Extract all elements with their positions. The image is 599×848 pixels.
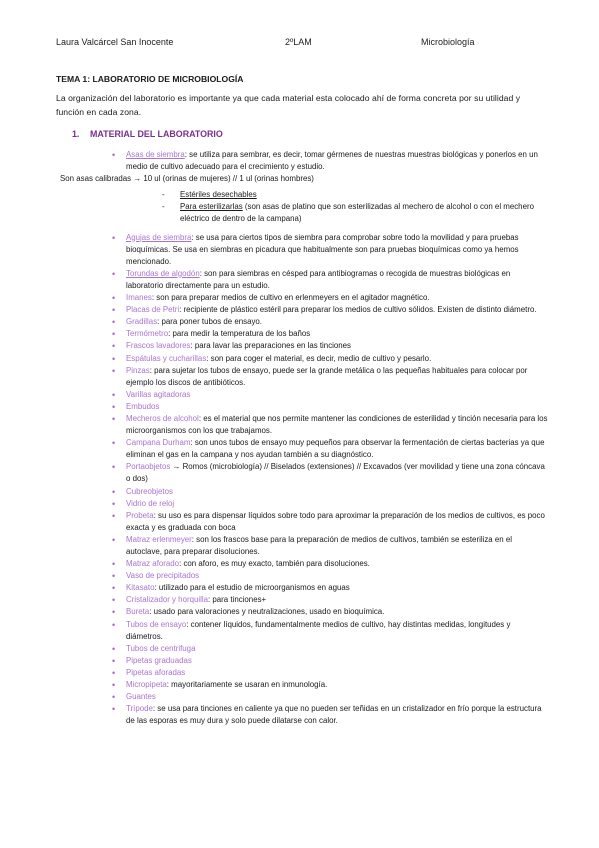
bullet-icon: • (112, 667, 116, 678)
bullet-icon: • (112, 655, 116, 666)
list-item (0, 304, 599, 316)
dash-marker: - (162, 202, 165, 212)
item-term: Pipetas aforadas (126, 667, 186, 677)
bullet-icon: • (112, 607, 116, 618)
item-term: Guantes (126, 692, 156, 702)
item-description: : son unos tubos de ensayo muy pequeños para observar la fermentación de ciertas bacterias ya que eliminan el gas en la campana y nos ayudan también a su diagnóstico. (126, 438, 545, 460)
list-item (0, 679, 599, 691)
bullet-icon: • (112, 329, 116, 340)
item-description: : utilizado para el estudio de microorganismos en aguas (154, 583, 350, 593)
bullet-icon: • (112, 692, 116, 703)
bullet-icon: • (112, 704, 116, 715)
bullet-icon: • (112, 353, 116, 364)
list-item (0, 510, 599, 534)
list-item (0, 703, 599, 727)
list-item (0, 582, 599, 594)
sub-item-term: Estériles desechables (180, 190, 257, 200)
bullet-icon: • (112, 305, 116, 316)
list-item (0, 437, 599, 461)
item-description: : son los frascos base para la preparación de medios de cultivos, también se esteriliza en el autoclave, para preparar disoluciones. (126, 534, 512, 556)
list-item (0, 655, 599, 667)
item-term: Asas de siembra (126, 150, 185, 159)
item-term: Frascos lavadores (126, 341, 191, 351)
item-term: Cubreobjetos (126, 486, 173, 496)
item-term: Portaobjetos (126, 462, 171, 472)
bullet-icon: • (112, 268, 116, 279)
item-term: Espátulas y cucharillas (126, 353, 207, 363)
item-term: Campana Durham (126, 438, 191, 448)
list-item (0, 232, 599, 268)
bullet-icon: • (112, 680, 116, 691)
item-term: Tubos de centrifuga (126, 643, 196, 653)
item-description: : con aforo, es muy exacto, también para disoluciones. (179, 559, 370, 569)
item-term: Gradillas (126, 317, 158, 327)
item-description: : para lavar las preparaciones en las tinciones (190, 341, 352, 351)
item-term: Matraz aforado (126, 559, 180, 569)
item-term: Cristalizador y horquilla (126, 595, 209, 605)
item-term: Pipetas graduadas (126, 655, 192, 665)
bullet-icon: • (112, 341, 116, 352)
list-item (0, 316, 599, 328)
list-item (0, 461, 599, 485)
item-description: : para sujetar los tubos de ensayo, puede ser la grande metálica o las pequeñas habituales para colocar por ejemplo los discos de antibióticos. (126, 365, 528, 387)
bullet-icon: • (112, 595, 116, 606)
item-description: : para poner tubos de ensayo. (157, 317, 262, 327)
item-term: Vaso de precipitados (126, 571, 200, 581)
list-item (0, 643, 599, 655)
bullet-icon: • (112, 438, 116, 449)
list-item (0, 389, 599, 401)
bullet-icon: • (112, 365, 116, 376)
item-description: : es el material que nos permite mantener las condiciones de esterilidad y tinción necesaria para los microorganismos con los que trabajamos. (126, 413, 548, 436)
bullet-icon: • (112, 510, 116, 521)
item-description: : se usa para tinciones en caliente ya que no pueden ser teñidas en un cristalizador en frío porque la estructura de las esporas es muy dura y solo puede dilatarse con calor. (126, 704, 542, 726)
bullet-icon: • (112, 559, 116, 570)
item-description: : para medir la temperatura de los baños (168, 329, 311, 339)
bullet-icon: • (112, 293, 116, 304)
section-title: MATERIAL DEL LABORATORIO (90, 129, 223, 139)
bullet-icon: • (112, 534, 116, 545)
header-subject: Microbiología (421, 37, 475, 47)
list-note: Son asas calibradas → 10 ul (orinas de mujeres) // 1 ul (orinas hombres) (60, 174, 314, 184)
item-term: Probeta (126, 510, 154, 520)
list-item (0, 619, 599, 643)
item-term: Bureta (126, 607, 150, 617)
item-description: : son para preparar medios de cultivo en erlenmeyers en el agitador magnético. (151, 293, 430, 303)
item-term: Trípode (126, 704, 153, 714)
header-author: Laura Valcárcel San Inocente (56, 37, 174, 47)
list-item (0, 498, 599, 510)
section-number: 1. (72, 129, 80, 139)
bullet-icon: • (112, 150, 116, 160)
list-item (0, 328, 599, 340)
item-term: Mecheros de alcohol (126, 413, 199, 423)
sub-item-term: Para esterilizarlas (180, 202, 243, 212)
bullet-icon: • (112, 619, 116, 630)
dash-marker: - (162, 190, 165, 200)
sub-list-item (0, 189, 599, 201)
item-term: Micropipeta (126, 680, 167, 690)
item-description: : son para siembras en césped para antibiogramas o recogida de muestras biológicas en laboratorio directamente para un estudio. (126, 268, 511, 290)
item-description: : contener líquidos, fundamentalmente medios de cultivo, hay distintas medidas, longitudes y diámetros. (126, 619, 511, 641)
item-description: : recipiente de plástico estéril para preparar los medios de cultivo sólidos. Existen de distinto diámetro. (179, 305, 537, 315)
item-term: Varillas agitadoras (126, 389, 191, 399)
bullet-icon: • (112, 462, 116, 473)
sub-list-item (0, 201, 599, 225)
item-description: : son para coger el material, es decir, medio de cultivo y pesarlo. (206, 353, 432, 363)
item-description: : se usa para ciertos tipos de siembra para comprobar sobre todo la movilidad y para pruebas bioquímicas. Se usa en siembras en picadura que habitualmente son para pruebas bioquímicas como ya hemos mencionado. (126, 232, 519, 266)
list-item (0, 691, 599, 703)
item-term: Termómetro (126, 329, 169, 339)
list-item (0, 558, 599, 570)
item-description: → Romos (microbiología) // Biselados (extensiones) // Excavados (ver movilidad y tiene una zona cóncava o dos) (126, 462, 545, 484)
header-course: 2ºLAM (285, 37, 312, 47)
bullet-icon: • (112, 486, 116, 497)
item-term: Torundas de algodón (126, 268, 200, 278)
item-term: Kitasato (126, 583, 155, 593)
list-item (0, 570, 599, 582)
intro-paragraph: La organización del laboratorio es importante ya que cada material esta colocado ahí de forma concreta por su utilidad y función en cada zona. (56, 93, 521, 117)
item-description: : se utiliza para sembrar, es decir, tomar gérmenes de nuestras muestras biológicas y ponerlos en un medio de cultivo adecuado para el crecimiento y estudio. (126, 150, 538, 172)
list-item (0, 268, 599, 292)
item-term: Vidrio de reloj (126, 498, 175, 508)
item-term: Tubos de ensayo (126, 619, 187, 629)
bullet-icon: • (112, 413, 116, 424)
list-item (0, 401, 599, 413)
list-item (0, 606, 599, 618)
list-item (0, 149, 599, 173)
item-description: : usado para valoraciones y neutralizaciones, usado en bioquímica. (149, 607, 385, 617)
bullet-icon: • (112, 401, 116, 412)
list-item (0, 534, 599, 558)
document-title: TEMA 1: LABORATORIO DE MICROBIOLOGÍA (56, 74, 244, 84)
list-item (0, 667, 599, 679)
list-item (0, 340, 599, 352)
bullet-icon: • (112, 498, 116, 509)
item-term: Pinzas (126, 365, 150, 375)
item-description: : para tinciones+ (208, 595, 267, 605)
list-item (0, 365, 599, 389)
bullet-icon: • (112, 389, 116, 400)
bullet-icon: • (112, 317, 116, 328)
list-item (0, 353, 599, 365)
item-term: Embudos (126, 401, 160, 411)
material-list (0, 149, 599, 727)
list-item (0, 594, 599, 606)
sub-item-desc: (son asas de platino que son esterilizadas al mechero de alcohol o con el mechero eléctrico de dentro de la campana) (180, 202, 534, 224)
item-term: Placas de Petri (126, 305, 180, 315)
list-item (0, 413, 599, 437)
item-term: Imanes (126, 293, 152, 303)
list-item (0, 292, 599, 304)
item-term: Agujas de siembra (126, 232, 192, 242)
item-description: : su uso es para dispensar líquidos sobre todo para aproximar la preparación de los medios de cultivos, es poco exacta y es graduada con boca (126, 510, 545, 532)
list-item (0, 486, 599, 498)
bullet-icon: • (112, 643, 116, 654)
item-term: Matraz erlenmeyer (126, 534, 192, 544)
item-description: : mayoritariamente se usaran en inmunología. (166, 680, 328, 690)
section-heading (72, 129, 223, 139)
bullet-icon: • (112, 232, 116, 243)
bullet-icon: • (112, 571, 116, 582)
bullet-icon: • (112, 583, 116, 594)
